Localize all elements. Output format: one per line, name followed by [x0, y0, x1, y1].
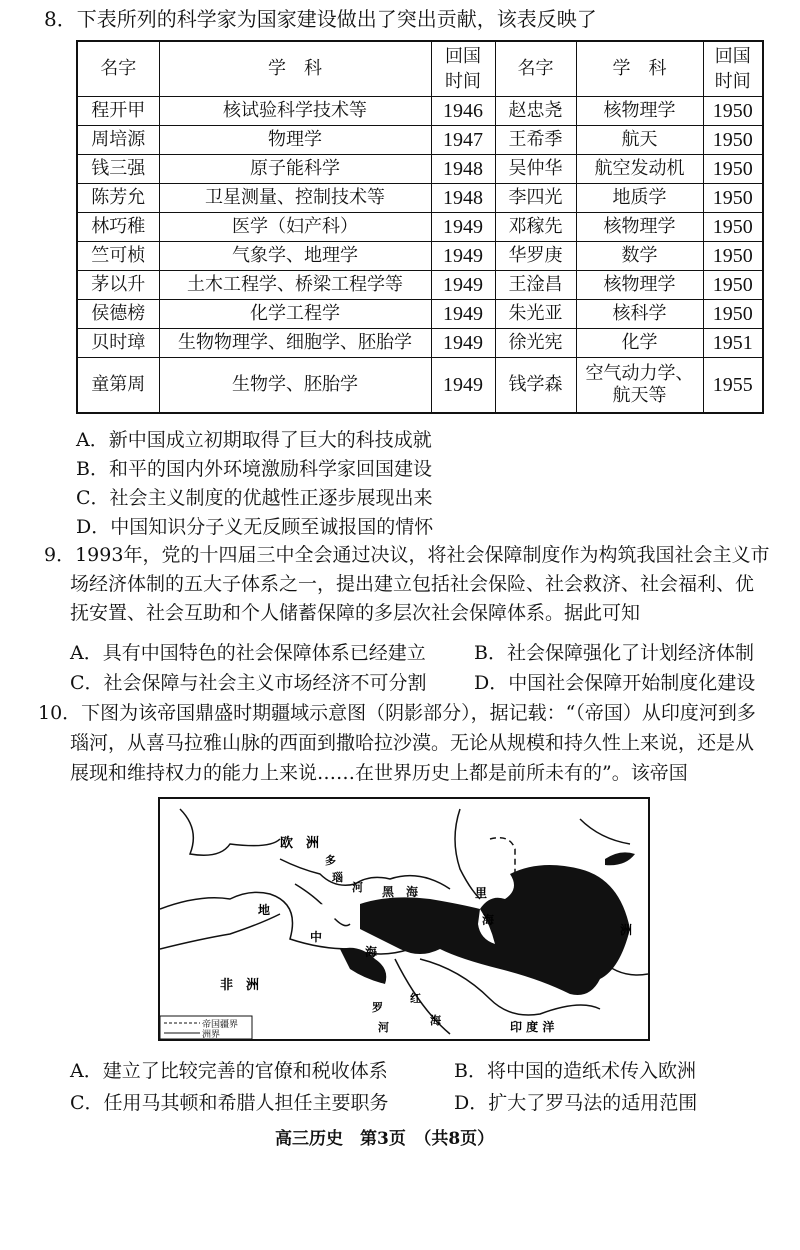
table-row — [77, 97, 763, 126]
label-danube-1: 多 — [325, 854, 336, 867]
header-cell: 回国时间 — [431, 41, 495, 97]
table-cell: 土木工程学、桥梁工程学等 — [159, 271, 431, 300]
map-drawing — [160, 799, 648, 1039]
table-cell: 1950 — [703, 300, 763, 329]
table-cell: 航天 — [576, 126, 703, 155]
table-cell: 程开甲 — [77, 97, 159, 126]
label-caspian-2: 海 — [482, 913, 495, 927]
table-cell: 医学（妇产科） — [159, 213, 431, 242]
table-header — [77, 41, 763, 97]
table-cell: 钱学森 — [495, 358, 576, 414]
label-danube-3: 河 — [352, 881, 363, 894]
table-cell: 1949 — [431, 300, 495, 329]
table-cell: 林巧稚 — [77, 213, 159, 242]
q10-option-a[interactable]: A．建立了比较完善的官僚和税收体系 — [70, 1060, 388, 1082]
table-row — [77, 329, 763, 358]
table-cell: 核物理学 — [576, 213, 703, 242]
table-cell: 生物学、胚胎学 — [159, 358, 431, 414]
table-cell: 核物理学 — [576, 97, 703, 126]
q8-option-c[interactable]: C．社会主义制度的优越性正逐步展现出来 — [76, 487, 433, 509]
table-cell: 茅以升 — [77, 271, 159, 300]
table-cell: 华罗庚 — [495, 242, 576, 271]
table-cell: 1949 — [431, 242, 495, 271]
table-cell: 李四光 — [495, 184, 576, 213]
table-cell: 化学工程学 — [159, 300, 431, 329]
table-cell: 1949 — [431, 358, 495, 414]
label-med-2: 中 — [310, 930, 323, 944]
table-cell: 1950 — [703, 97, 763, 126]
table-cell: 王淦昌 — [495, 271, 576, 300]
table-cell: 1950 — [703, 126, 763, 155]
label-africa: 非 洲 — [220, 978, 260, 993]
table-cell: 朱光亚 — [495, 300, 576, 329]
label-indian-ocean: 印 度 洋 — [510, 1020, 555, 1034]
table-row — [77, 358, 763, 414]
label-asia: 洲 — [620, 923, 633, 937]
table-cell: 赵忠尧 — [495, 97, 576, 126]
q9-option-c[interactable]: C．社会保障与社会主义市场经济不可分割 — [70, 672, 427, 694]
label-med-3: 海 — [365, 945, 378, 959]
table-cell: 1950 — [703, 155, 763, 184]
table-cell: 王希季 — [495, 126, 576, 155]
label-red-sea-2: 海 — [430, 1014, 441, 1027]
table-cell: 1948 — [431, 155, 495, 184]
table-cell: 竺可桢 — [77, 242, 159, 271]
header-cell: 学 科 — [159, 41, 431, 97]
scientist-table — [76, 40, 764, 414]
q10-option-b[interactable]: B．将中国的造纸术传入欧洲 — [454, 1060, 696, 1082]
q8-option-d[interactable]: D．中国知识分子义无反顾至诚报国的情怀 — [76, 516, 434, 538]
table-cell: 1950 — [703, 213, 763, 242]
table-cell: 1955 — [703, 358, 763, 414]
q9-stem-1: 9．1993年，党的十四届三中全会通过决议，将社会保障制度作为构筑我国社会主义市 — [44, 544, 770, 566]
table-cell: 核科学 — [576, 300, 703, 329]
table-cell: 钱三强 — [77, 155, 159, 184]
table-cell: 徐光宪 — [495, 329, 576, 358]
q9-option-b[interactable]: B．社会保障强化了计划经济体制 — [474, 642, 754, 664]
label-caspian-1: 里 — [475, 886, 488, 900]
table-cell: 1947 — [431, 126, 495, 155]
table-row — [77, 300, 763, 329]
table-cell: 原子能科学 — [159, 155, 431, 184]
q9-stem-2: 场经济体制的五大子体系之一，提出建立包括社会保险、社会救济、社会福利、优 — [70, 573, 755, 595]
q8-stem: 8．下表所列的科学家为国家建设做出了突出贡献，该表反映了 — [44, 7, 597, 31]
table-row — [77, 155, 763, 184]
table-cell: 核试验科学技术等 — [159, 97, 431, 126]
table-cell: 空气动力学、航天等 — [576, 358, 703, 414]
table-cell: 贝时璋 — [77, 329, 159, 358]
header-cell: 回国时间 — [703, 41, 763, 97]
table-cell: 核物理学 — [576, 271, 703, 300]
table-cell: 1951 — [703, 329, 763, 358]
table-cell: 地质学 — [576, 184, 703, 213]
table-cell: 邓稼先 — [495, 213, 576, 242]
table-row — [77, 213, 763, 242]
table-row — [77, 126, 763, 155]
table-row — [77, 242, 763, 271]
label-nile-1: 罗 — [372, 1001, 383, 1014]
table-cell: 吴仲华 — [495, 155, 576, 184]
table-cell: 1949 — [431, 213, 495, 242]
table-cell: 1949 — [431, 271, 495, 300]
q9-option-d[interactable]: D．中国社会保障开始制度化建设 — [474, 672, 756, 694]
q10-option-d[interactable]: D．扩大了罗马法的适用范围 — [454, 1092, 698, 1114]
table-cell: 童第周 — [77, 358, 159, 414]
table-cell: 化学 — [576, 329, 703, 358]
table-row — [77, 184, 763, 213]
table-cell: 侯德榜 — [77, 300, 159, 329]
label-europe: 欧 洲 — [280, 836, 320, 851]
q8-option-a[interactable]: A．新中国成立初期取得了巨大的科技成就 — [76, 429, 432, 451]
table-cell: 周培源 — [77, 126, 159, 155]
empire-map — [158, 797, 650, 1041]
table-cell: 气象学、地理学 — [159, 242, 431, 271]
q8-option-b[interactable]: B．和平的国内外环境激励科学家回国建设 — [76, 458, 432, 480]
q9-option-a[interactable]: A．具有中国特色的社会保障体系已经建立 — [70, 642, 426, 664]
table-cell: 1949 — [431, 329, 495, 358]
q9-stem-3: 抚安置、社会互助和个人储蓄保障的多层次社会保障体系。据此可知 — [70, 602, 641, 624]
table-cell: 航空发动机 — [576, 155, 703, 184]
q10-option-c[interactable]: C．任用马其顿和希腊人担任主要职务 — [70, 1092, 389, 1114]
table-cell: 陈芳允 — [77, 184, 159, 213]
table-cell: 1946 — [431, 97, 495, 126]
table-cell: 1948 — [431, 184, 495, 213]
q10-stem-2: 瑙河，从喜马拉雅山脉的西面到撒哈拉沙漠。无论从规模和持久性上来说，还是从 — [70, 732, 755, 754]
label-red-sea-1: 红 — [410, 992, 421, 1005]
table-cell: 生物物理学、细胞学、胚胎学 — [159, 329, 431, 358]
table-cell: 物理学 — [159, 126, 431, 155]
header-cell: 名字 — [77, 41, 159, 97]
table-cell: 1950 — [703, 242, 763, 271]
header-cell: 学 科 — [576, 41, 703, 97]
page-footer: 高三历史 第3页 （共8页） — [275, 1129, 495, 1149]
label-black-sea: 黑 海 — [382, 885, 419, 899]
legend-empire-border: 帝国疆界 — [202, 1020, 239, 1030]
table-cell: 卫星测量、控制技术等 — [159, 184, 431, 213]
q10-stem-3: 展现和维持权力的能力上来说……在世界历史上都是前所未有的”。该帝国 — [70, 762, 688, 784]
label-med-1: 地 — [258, 903, 271, 917]
table-cell: 1950 — [703, 271, 763, 300]
header-cell: 名字 — [495, 41, 576, 97]
label-danube-2: 瑙 — [332, 871, 343, 884]
q10-stem-1: 10．下图为该帝国鼎盛时期疆域示意图（阴影部分），据记载：“（帝国）从印度河到多 — [38, 702, 756, 724]
table-row — [77, 271, 763, 300]
table-cell: 1950 — [703, 184, 763, 213]
label-nile-2: 河 — [378, 1021, 389, 1034]
table-cell: 数学 — [576, 242, 703, 271]
legend-continent-border: 洲界 — [202, 1030, 221, 1039]
